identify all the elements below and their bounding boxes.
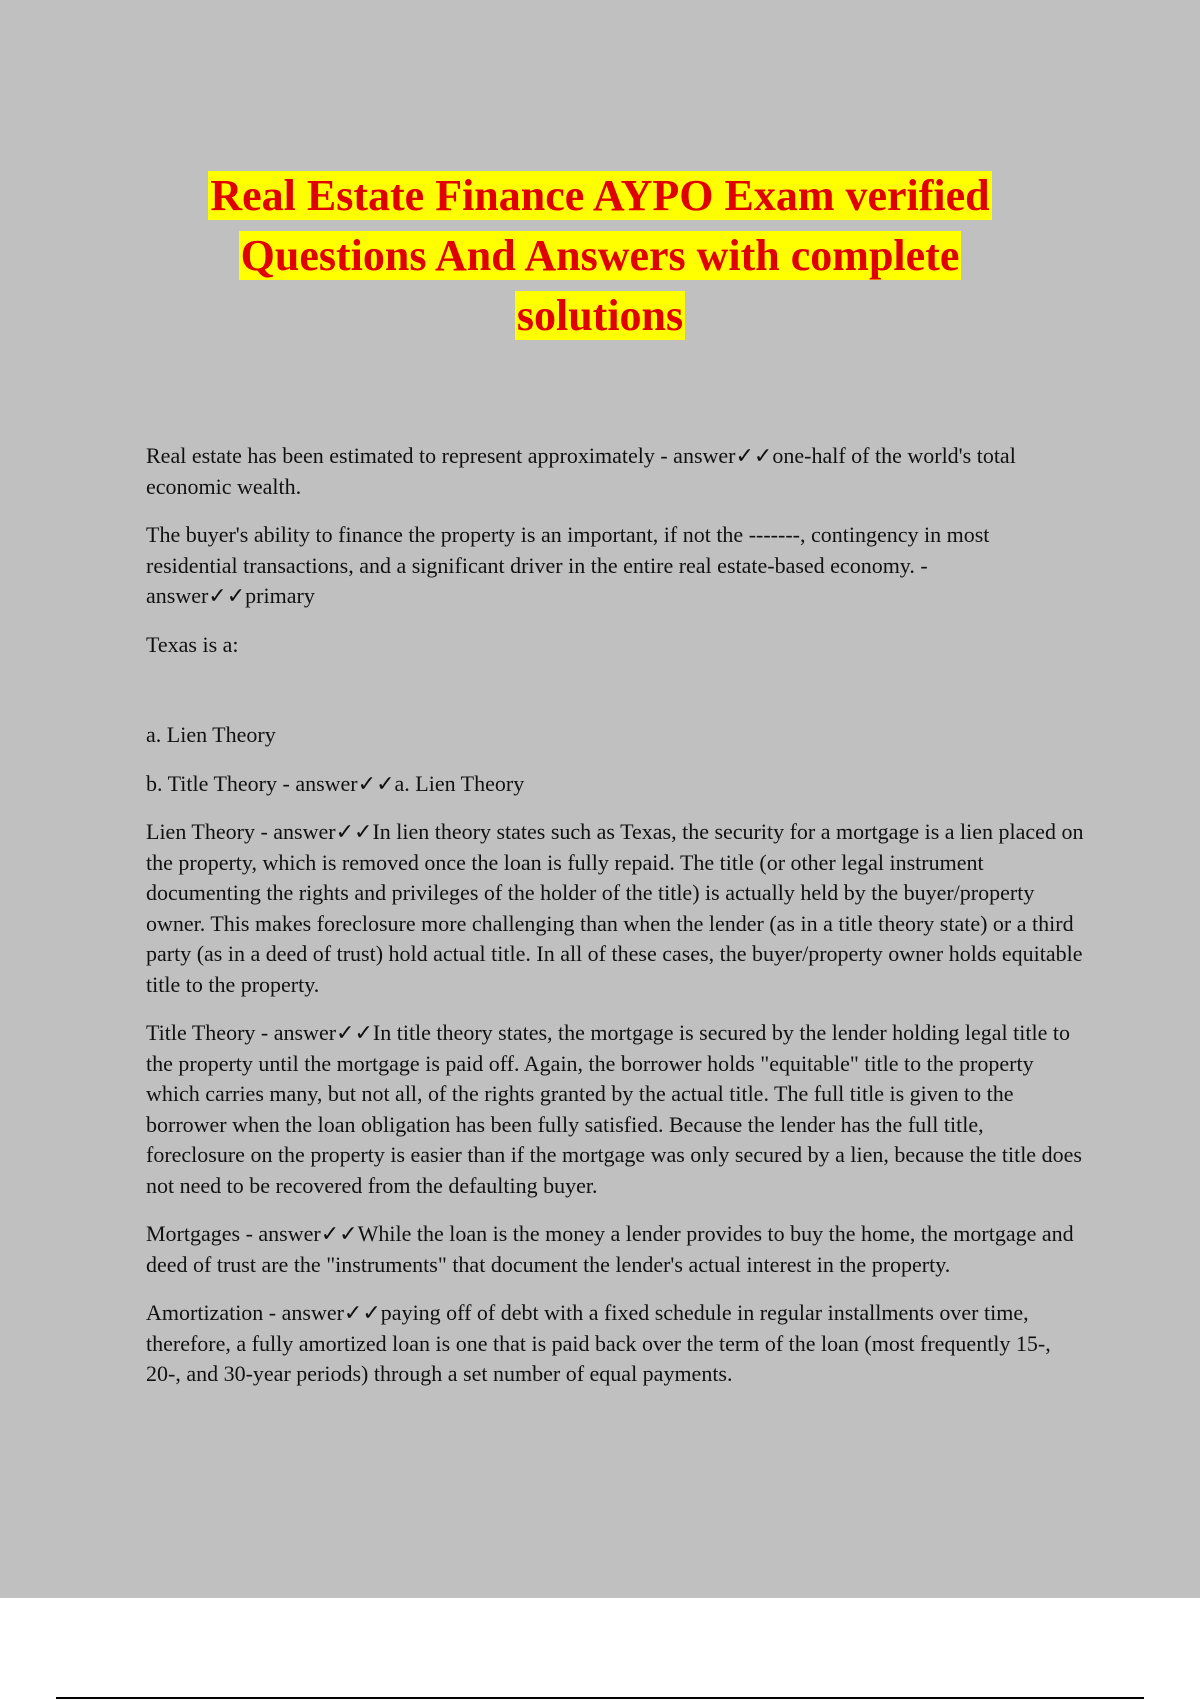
paragraph-buyer-finance: The buyer's ability to finance the property is an important, if not the -------, contingency in most residential transactions, and a significant driver in the entire real estate-based economy. - answer✓✓primary [146, 522, 990, 608]
title-line-1: Real Estate Finance AYPO Exam verified [210, 171, 990, 220]
paragraph-option-b: b. Title Theory - answer✓✓a. Lien Theory [146, 770, 525, 796]
paragraph-amortization: Amortization - answer✓✓paying off of debt with a fixed schedule in regular installments over time, therefore, a fully amortized loan is one that is paid back over the term of the loan (most frequently 15-, 20-, and 30-year periods) through a set number of equal payments. [146, 1300, 1051, 1386]
footer-divider [56, 1697, 1144, 1699]
paragraph-title-theory: Title Theory - answer✓✓In title theory states, the mortgage is secured by the lender holding legal title to the property until the mortgage is paid off. Again, the borrower holds "equitable" title to the property which carries many, but not all, of the rights granted by the actual title. The full title is given to the borrower when the loan obligation has been fully satisfied. Because the lender has the full title, foreclosure on the property is easier than if the mortgage was only secured by a lien, because the title does not need to be recovered from the defaulting buyer. [146, 1020, 1082, 1198]
paragraph-texas-question: Texas is a: [146, 631, 239, 657]
paragraph-option-a: a. Lien Theory [146, 722, 276, 747]
paragraph-mortgages: Mortgages - answer✓✓While the loan is the money a lender provides to buy the home, the mortgage and deed of trust are the "instruments" that document the lender's actual interest in the property. [146, 1221, 1074, 1277]
paragraph-lien-theory: Lien Theory - answer✓✓In lien theory states such as Texas, the security for a mortgage is a lien placed on the property, which is removed once the loan is fully repaid. The title (or other legal instrument documenting the rights and privileges of the holder of the title) is actually held by the buyer/property owner. This makes foreclosure more challenging than when the lender (as in a title theory state) or a third party (as in a deed of trust) hold actual title. In all of these cases, the buyer/property owner holds equitable title to the property. [146, 819, 1084, 997]
title-line-3: solutions [516, 291, 684, 340]
document-title [100, 166, 1100, 346]
paragraph-real-estate-wealth: Real estate has been estimated to represent approximately - answer✓✓one-half of the world's total economic wealth. [146, 443, 1016, 499]
title-line-2: Questions And Answers with complete [240, 231, 960, 280]
document-body [146, 441, 1086, 1408]
